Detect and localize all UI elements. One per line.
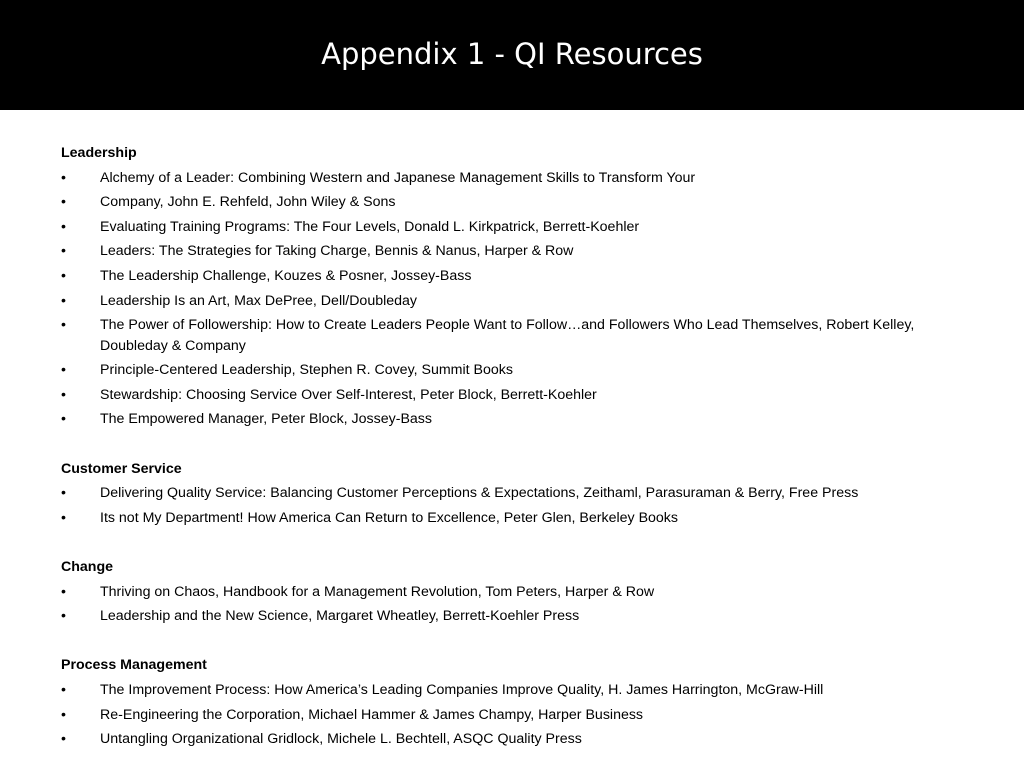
list-item-text: Stewardship: Choosing Service Over Self-Interest, Peter Block, Berrett-Koehler [100, 386, 597, 403]
bullet-icon: • [61, 169, 66, 186]
bullet-icon: • [61, 243, 66, 260]
list-item [61, 190, 961, 215]
list-item-text: The Empowered Manager, Peter Block, Jossey-Bass [100, 411, 432, 428]
list-item [61, 383, 961, 408]
list-item-text: The Leadership Challenge, Kouzes & Posner, Jossey-Bass [100, 268, 472, 285]
section-list [61, 481, 961, 530]
list-item-text: Leaders: The Strategies for Taking Charge, Bennis & Nanus, Harper & Row [100, 243, 574, 260]
section-leadership [61, 141, 961, 432]
list-item-text: The Improvement Process: How America’s Leading Companies Improve Quality, H. James Harrington, McGraw-Hill [100, 681, 824, 698]
list-item [61, 264, 961, 289]
title-bar [0, 0, 1024, 110]
list-item [61, 481, 961, 506]
bullet-icon: • [61, 731, 66, 748]
bullet-icon: • [61, 509, 66, 526]
bullet-icon: • [61, 583, 66, 600]
list-item [61, 604, 961, 629]
list-item [61, 678, 961, 703]
section-list [61, 580, 961, 629]
list-item [61, 702, 961, 727]
list-item-text: The Power of Followership: How to Create Leaders People Want to Follow…and Followers Who Lead Themselves, Robert Kelley, Doubleday & Company [100, 317, 915, 354]
section-list [61, 678, 961, 752]
section-heading: Change [61, 558, 114, 575]
section-heading: Leadership [61, 145, 137, 161]
section-heading: Process Management [61, 657, 207, 674]
bullet-icon: • [61, 411, 66, 428]
slide-title: Appendix 1 - QI Resources [321, 37, 703, 71]
list-item [61, 358, 961, 383]
section-list [61, 166, 961, 432]
list-item-text: Alchemy of a Leader: Combining Western and Japanese Management Skills to Transform Your [100, 169, 696, 186]
list-item [61, 166, 961, 191]
list-item-text: Thriving on Chaos, Handbook for a Management Revolution, Tom Peters, Harper & Row [100, 583, 655, 600]
list-item [61, 506, 961, 531]
list-item-text: Delivering Quality Service: Balancing Customer Perceptions & Expectations, Zeithaml, Parasuraman & Berry, Free Press [100, 485, 859, 502]
bullet-icon: • [61, 218, 66, 235]
list-item-text: Leadership and the New Science, Margaret Wheatley, Berrett-Koehler Press [100, 608, 580, 625]
section-customer-service [61, 457, 961, 531]
bullet-icon: • [61, 268, 66, 285]
list-item [61, 239, 961, 264]
list-item [61, 727, 961, 752]
resource-list [61, 141, 961, 752]
list-item-text: Leadership Is an Art, Max DePree, Dell/Doubleday [100, 292, 418, 309]
bullet-icon: • [61, 706, 66, 723]
section-change [61, 555, 961, 629]
bullet-icon: • [61, 292, 66, 309]
bullet-icon: • [61, 194, 66, 211]
section-heading: Customer Service [61, 460, 182, 477]
list-item [61, 313, 961, 358]
list-item [61, 289, 961, 314]
bullet-icon: • [61, 362, 66, 379]
bullet-icon: • [61, 386, 66, 403]
bullet-icon: • [61, 681, 66, 698]
list-item [61, 407, 961, 432]
bullet-icon: • [61, 485, 66, 502]
section-process-management [61, 653, 961, 751]
list-item [61, 215, 961, 240]
list-item-text: Principle-Centered Leadership, Stephen R. Covey, Summit Books [100, 362, 513, 379]
list-item-text: Company, John E. Rehfeld, John Wiley & Sons [100, 194, 396, 211]
bullet-icon: • [61, 317, 66, 334]
bullet-icon: • [61, 608, 66, 625]
list-item-text: Untangling Organizational Gridlock, Michele L. Bechtell, ASQC Quality Press [100, 731, 582, 748]
list-item-text: Its not My Department! How America Can Return to Excellence, Peter Glen, Berkeley Books [100, 509, 678, 526]
list-item-text: Re-Engineering the Corporation, Michael Hammer & James Champy, Harper Business [100, 706, 644, 723]
list-item-text: Evaluating Training Programs: The Four Levels, Donald L. Kirkpatrick, Berrett-Koehler [100, 218, 640, 235]
list-item [61, 580, 961, 605]
